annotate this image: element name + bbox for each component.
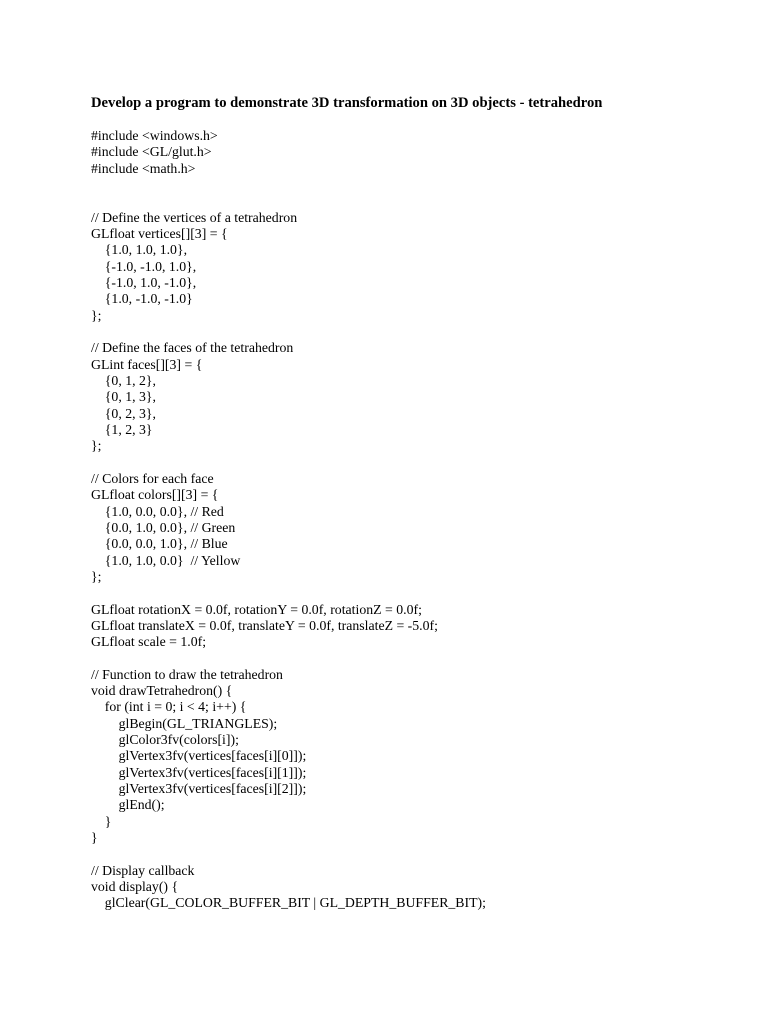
code-line: {-1.0, 1.0, -1.0}, (91, 274, 197, 290)
code-line (91, 455, 486, 471)
code-line: }; (91, 307, 102, 323)
code-line: {0, 1, 2}, (91, 372, 156, 388)
code-line: {0.0, 0.0, 1.0}, // Blue (91, 536, 228, 552)
code-line: for (int i = 0; i < 4; i++) { (91, 699, 247, 715)
code-line: glEnd(); (91, 797, 165, 813)
code-line: glVertex3fv(vertices[faces[i][2]]); (91, 781, 307, 797)
code-line: // Define the vertices of a tetrahedron (91, 209, 298, 225)
code-line: GLfloat scale = 1.0f; (91, 634, 207, 650)
code-line: {1.0, -1.0, -1.0} (91, 291, 193, 307)
code-line: GLfloat rotationX = 0.0f, rotationY = 0.0f, rotationZ = 0.0f; (91, 601, 422, 617)
code-line: {0, 2, 3}, (91, 405, 156, 421)
code-line: // Colors for each face (91, 470, 214, 486)
code-line: }; (91, 438, 102, 454)
code-line: GLfloat colors[][3] = { (91, 487, 219, 503)
code-line: {1.0, 0.0, 0.0}, // Red (91, 503, 224, 519)
code-line: glVertex3fv(vertices[faces[i][1]]); (91, 764, 307, 780)
code-line: // Display callback (91, 862, 195, 878)
code-line (91, 846, 486, 862)
code-line: } (91, 830, 98, 846)
code-line: glBegin(GL_TRIANGLES); (91, 715, 278, 731)
code-line: #include <windows.h> (91, 128, 218, 143)
code-line: {0, 1, 3}, (91, 389, 156, 405)
code-line: glVertex3fv(vertices[faces[i][0]]); (91, 748, 307, 764)
code-line: {1, 2, 3} (91, 421, 153, 437)
code-line (91, 193, 486, 209)
code-line: #include <math.h> (91, 160, 196, 176)
code-line: glClear(GL_COLOR_BUFFER_BIT | GL_DEPTH_BUFFER_BIT); (91, 895, 486, 911)
code-line: // Define the faces of the tetrahedron (91, 340, 294, 356)
code-line: GLint faces[][3] = { (91, 356, 203, 372)
document-title: Develop a program to demonstrate 3D transformation on 3D objects - tetrahedron (91, 95, 603, 111)
code-listing (91, 128, 486, 912)
code-line: {1.0, 1.0, 0.0} // Yellow (91, 552, 241, 568)
code-line (91, 324, 486, 340)
code-line: void display() { (91, 879, 179, 895)
code-line: // Function to draw the tetrahedron (91, 666, 283, 682)
code-line: {1.0, 1.0, 1.0}, (91, 242, 188, 258)
code-line: }; (91, 568, 102, 584)
code-line (91, 177, 486, 193)
code-line (91, 651, 486, 667)
code-line: {-1.0, -1.0, 1.0}, (91, 258, 197, 274)
code-line (91, 585, 486, 601)
code-line: {0.0, 1.0, 0.0}, // Green (91, 519, 236, 535)
code-line: } (91, 813, 112, 829)
code-line: GLfloat translateX = 0.0f, translateY = 0.0f, translateZ = -5.0f; (91, 617, 438, 633)
code-line: void drawTetrahedron() { (91, 683, 233, 699)
code-line: GLfloat vertices[][3] = { (91, 225, 228, 241)
code-line: #include <GL/glut.h> (91, 144, 212, 160)
code-line: glColor3fv(colors[i]); (91, 732, 239, 748)
